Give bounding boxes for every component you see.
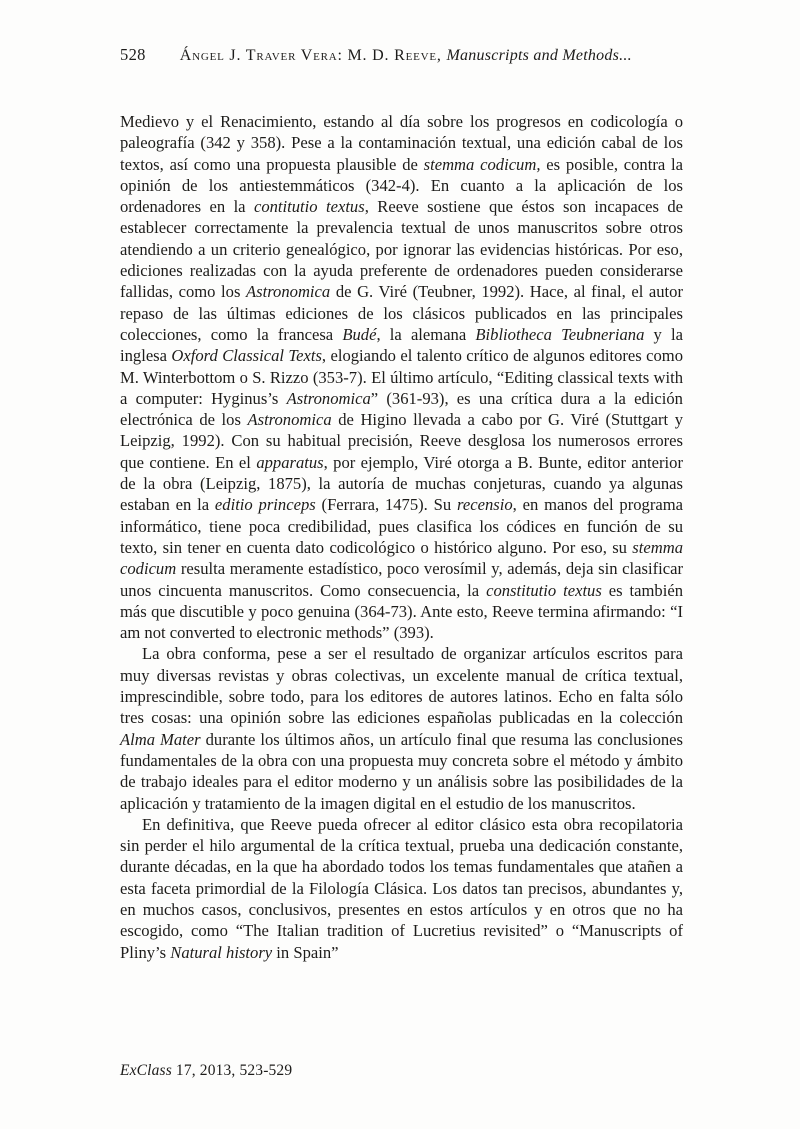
text-segment: Astronomica	[286, 388, 371, 408]
text-segment: in Spain”	[272, 942, 339, 962]
text-segment: Manuscripts and Methods...	[446, 47, 632, 64]
text-segment: , elogiando el talento crítico de algunos editores como M. Winterbottom o S. Rizzo (353-7). El último artículo, “Editing classical texts with a computer: Hyginus’s	[120, 346, 683, 408]
text-segment: stemma codicum,	[423, 154, 541, 174]
text-segment: de G. Viré (Teubner, 1992). Hace, al final, el autor repaso de las últimas ediciones de los clásicos publicados en las principales colecciones, como la francesa	[120, 282, 683, 344]
text-segment: Medievo y el Renacimiento, estando al día sobre los progresos en codicología o paleografía (342 y 358). Pese a la contaminación textual, una edición cabal de los textos, así como una propuesta plausible de	[120, 112, 683, 174]
text-segment: de Higino llevada a cabo por G. Viré (Stuttgart y Leipzig, 1992). Con su habitual precisión, Reeve desglosa los numerosos errores que contiene. En el	[120, 410, 683, 472]
text-segment: , en manos del programa informático, tiene poca credibilidad, pues clasifica los códices en función de su texto, sin tener en cuenta dato codicológico o histórico alguno. Por eso, su	[120, 495, 683, 557]
text-segment: , la alemana	[376, 324, 476, 344]
text-segment: Oxford Classical Texts	[171, 346, 322, 366]
text-segment: , por ejemplo, Viré otorga a B. Bunte, editor anterior de la obra (Leipzig, 1875), la autoría de muchas conjeturas, cuando ya algunas estaban en la	[120, 452, 683, 515]
paragraph	[120, 111, 683, 643]
page-number: 528	[120, 45, 146, 64]
text-segment: Natural history	[170, 942, 273, 962]
text-segment: (Ferrara, 1475). Su	[315, 495, 458, 515]
text-segment: Bibliotheca Teubneriana	[475, 324, 645, 344]
text-segment: stemma codicum	[120, 537, 683, 579]
text-segment: ” (361-93), es una crítica dura a la edición electrónica de los	[120, 388, 683, 430]
text-segment: En definitiva, que Reeve pueda ofrecer al editor clásico esta obra recopilatoria sin perder el hilo argumental de la crítica textual, prueba una dedicación constante, durante décadas, en la que ha abordado todos los temas fundamentales que atañen a esta faceta primordial de la Filología Clásica. Los datos tan precisos, abundantes y, en muchos casos, conclusivos, presentes en estos artículos y en otros que no ha escogido, como “The Italian tradition of Lucretius revisited” o “Manuscripts of Pliny’s	[120, 814, 683, 962]
page-header	[120, 45, 683, 65]
text-segment: ExClass	[120, 1062, 172, 1079]
text-segment: apparatus	[256, 452, 324, 472]
page-body	[120, 111, 683, 963]
text-segment: durante los últimos años, un artículo final que resuma las conclusiones fundamentales de la obra con una propuesta muy concreta sobre el método y ámbito de trabajo ideales para el editor moderno y un análisis sobre las posibilidades de la aplicación y tratamiento de la imagen digital en el estudio de los manuscritos.	[120, 729, 683, 813]
text-segment: constitutio textus	[486, 580, 602, 600]
text-segment: es también más que discutible y poco genuina (364-73). Ante esto, Reeve termina afirmando: “I am not converted to electronic methods” (393).	[120, 580, 683, 643]
text-segment: editio princeps	[214, 495, 316, 515]
paragraph	[120, 814, 683, 963]
text-segment: Astronomica	[247, 410, 332, 430]
text-segment: Astronomica	[246, 282, 331, 302]
text-segment: Alma Mater	[120, 729, 201, 749]
text-segment: Ángel J. Traver Vera: M. D. Reeve,	[179, 47, 447, 64]
text-segment: contitutio textus	[253, 197, 365, 217]
journal-footer	[120, 1062, 292, 1080]
text-segment: 17, 2013, 523-529	[171, 1062, 293, 1079]
text-segment: La obra conforma, pese a ser el resultado de organizar artículos escritos para muy diversas revistas y obras colectivas, un excelente manual de crítica textual, imprescindible, sobre todo, para los editores de autores latinos. Echo en falta sólo tres cosas: una opinión sobre las ediciones españolas publicadas en la colección	[120, 644, 683, 728]
text-segment: es posible, contra la opinión de los antiestemmáticos (342-4). En cuanto a la aplicación de los ordenadores en la	[120, 154, 683, 217]
text-segment: , Reeve sostiene que éstos son incapaces de establecer correctamente la prevalencia textual de unos manuscritos sobre otros atendiendo a un criterio genealógico, por ignorar las evidencias históricas. Por eso, ediciones realizadas con la ayuda preferente de ordenadores pueden considerarse fallidas, como los	[120, 197, 683, 302]
text-segment: recensio	[457, 495, 513, 515]
running-title	[180, 47, 632, 65]
text-segment: resulta meramente estadístico, poco verosímil y, además, deja sin clasificar unos cincuenta manuscritos. Como consecuencia, la	[120, 559, 683, 600]
text-segment: y la inglesa	[120, 324, 683, 366]
text-segment: Budé	[342, 324, 377, 344]
paragraph	[120, 643, 683, 813]
